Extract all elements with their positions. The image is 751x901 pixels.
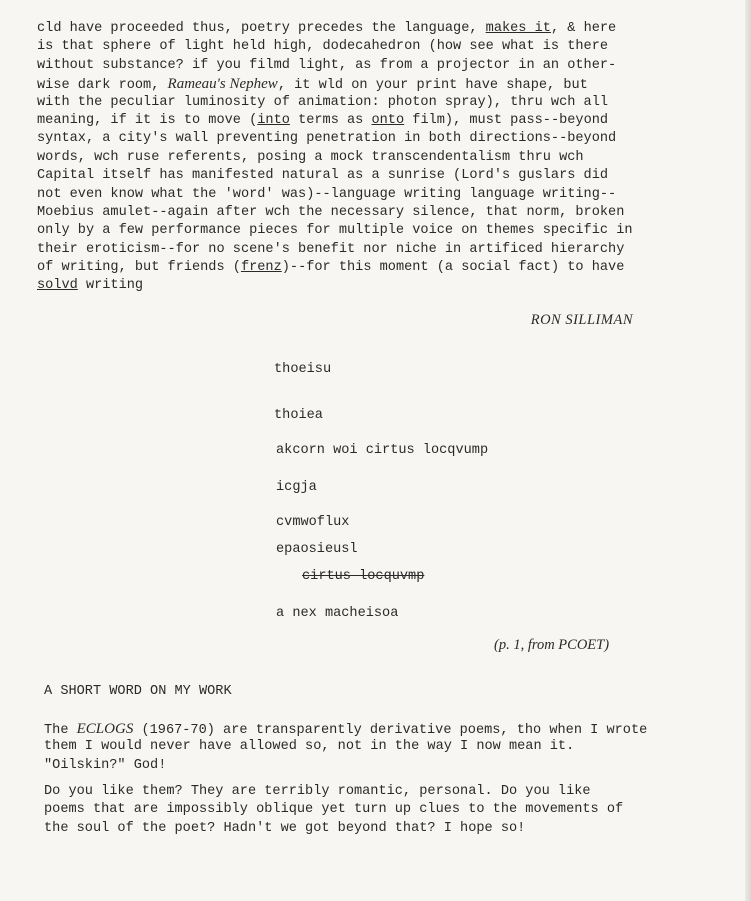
para-line: poems that are impossibly oblique yet turn up clues to the movements of [44,802,624,818]
prose-line: their eroticism--for no scene's benefit nor niche in artificed hierarchy [37,241,625,257]
text: wise dark room, [37,78,168,94]
prose-line [37,277,709,295]
underlined-text: frenz [240,260,282,276]
paragraph [44,783,724,838]
prose-line: is that sphere of light held high, dodecahedron (how see what is there [37,39,609,55]
prose-line: not even know what the 'word' was)--language writing language writing-- [37,186,617,202]
prose-line: words, wch ruse referents, posing a mock transcendentalism thru wch [37,149,584,165]
poem-line: icgja [276,480,317,495]
text: film), must pass--beyond [404,112,609,128]
text: (1967-70) are transparently derivative poems, tho when I wrote [133,723,648,738]
underlined-text: makes it [485,21,551,36]
section-heading: A SHORT WORD ON MY WORK [44,684,232,699]
poem-line: thoiea [274,408,323,423]
underlined-text: onto [371,112,405,128]
text: writing [77,278,144,294]
prose-line: Capital itself has manifested natural as a sunrise (Lord's guslars did [37,168,609,184]
poem-line: akcorn woi cirtus locqvump [276,443,489,458]
prose-line: only by a few performance pieces for multiple voice on themes specific in [37,223,633,239]
italic-title: ECLOGS [76,721,134,737]
author-signature: RON SILLIMAN [530,312,633,328]
prose-line: syntax, a city's wall preventing penetration in both directions--beyond [37,131,617,147]
prose-line: with the peculiar luminosity of animation: photon spray), thru wch all [37,94,609,110]
text: cld have proceeded thus, poetry precedes the language, [37,21,486,36]
prose-line [37,20,709,38]
text: meaning, if it is to move ( [37,112,258,128]
para-line: Do you like them? They are terribly romantic, personal. Do you like [44,784,591,799]
prose-line: Moebius amulet--again after wch the necessary silence, that norm, broken [37,204,625,220]
para-line: "Oilskin?" God! [44,757,167,773]
poem-line: thoeisu [274,362,332,377]
paragraph [44,720,724,775]
poem-line: epaosieusl [276,542,358,557]
text: , & here [550,21,617,36]
prose-line [37,75,709,93]
text: , it wld on your print have shape, but [277,78,588,94]
text: terms as [289,112,372,128]
page-edge-shadow [745,0,751,901]
poem-line: a nex macheisoa [276,606,399,621]
citation: (p. 1, from PCOET) [494,637,610,653]
prose-line [37,112,709,130]
prose-line: without substance? if you filmd light, as from a projector in an other- [37,57,617,73]
prose-block [37,20,709,296]
text: The [44,723,77,738]
para-line [44,720,724,738]
para-line: the soul of the poet? Hadn't we got beyond that? I hope so! [44,820,526,836]
underlined-text: into [257,112,290,128]
italic-title: Rameau's Nephew [167,76,278,93]
poem-line: cvmwoflux [276,515,350,530]
prose-line [37,259,709,277]
para-line: them I would never have allowed so, not in the way I now mean it. [44,739,575,755]
poem-line-struck: cirtus locquvmp [302,569,425,584]
underlined-text: solvd [37,278,78,294]
text: )--for this moment (a social fact) to have [281,260,625,276]
text: of writing, but friends ( [37,260,241,276]
